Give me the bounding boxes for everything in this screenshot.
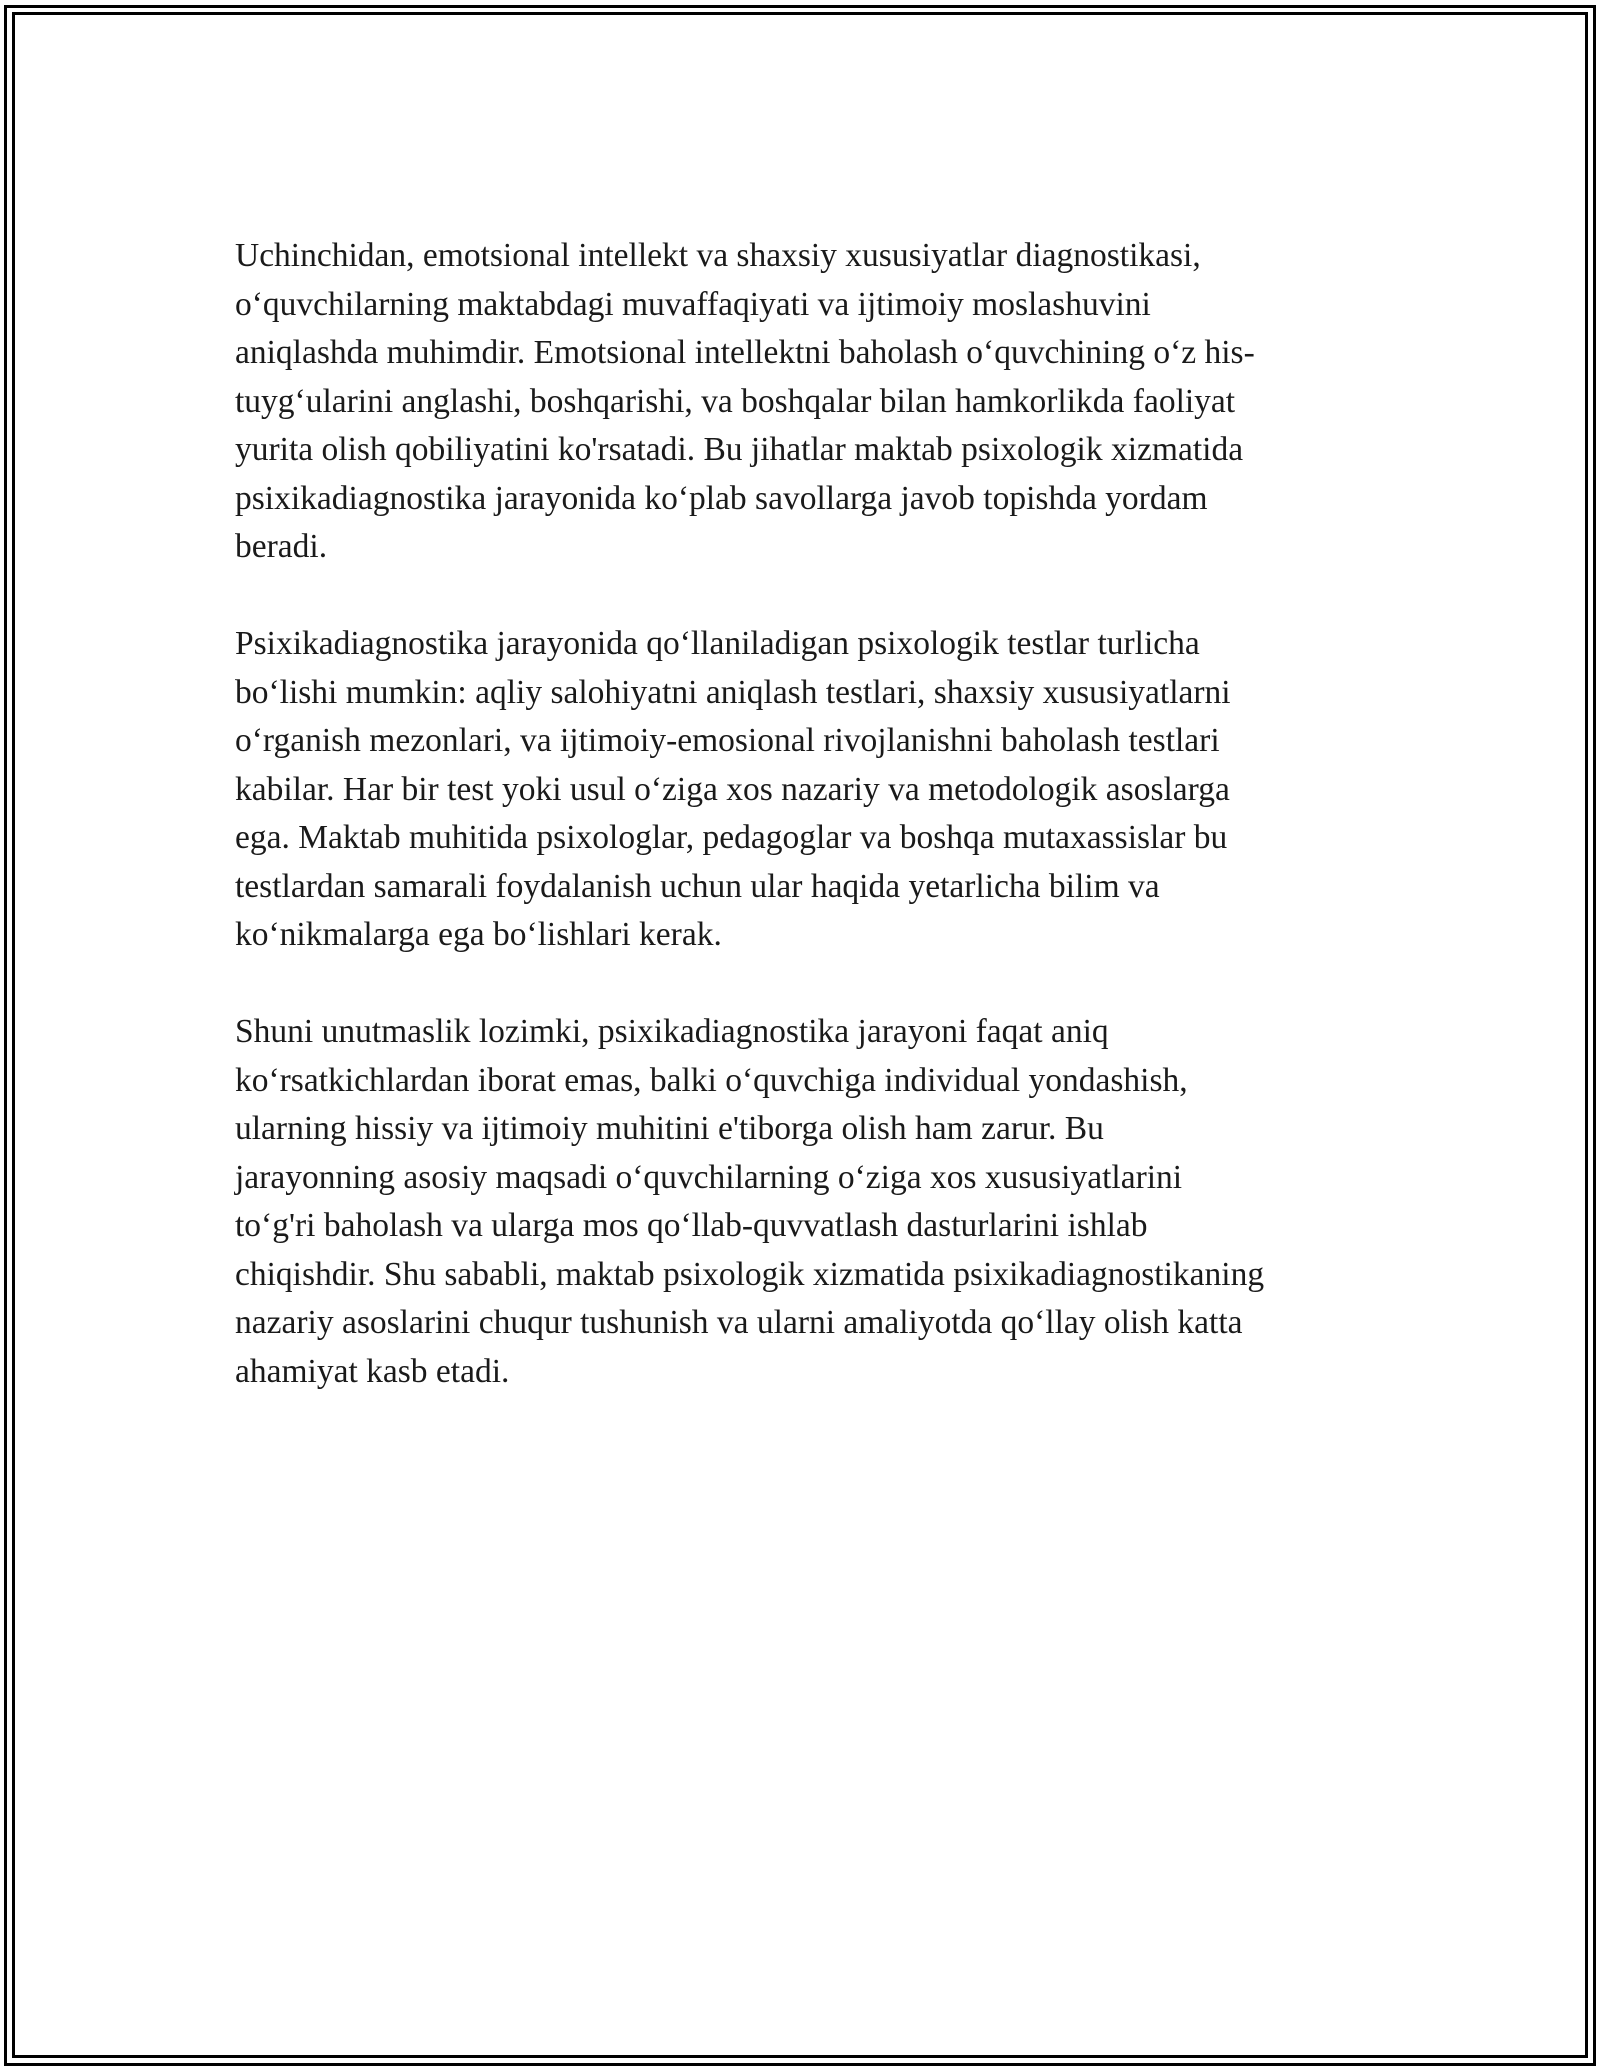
- text-line: o‘quvchilarning maktabdagi muvaffaqiyati va ijtimoiy moslashuvini: [235, 285, 1151, 323]
- paragraph-3: [235, 1008, 1385, 1396]
- text-line: ega. Maktab muhitida psixologlar, pedagoglar va boshqa mutaxassislar bu: [235, 819, 1228, 856]
- text-line: Shuni unutmaslik lozimki, psixikadiagnostika jarayoni faqat aniq: [235, 1013, 1109, 1050]
- paragraph-1: [235, 232, 1385, 572]
- text-line: testlardan samarali foydalanish uchun ular haqida yetarlicha bilim va: [235, 867, 1160, 905]
- text-line: yurita olish qobiliyatini ko'rsatadi. Bu jihatlar maktab psixologik xizmatida: [235, 431, 1244, 468]
- text-line: ko‘nikmalarga ega bo‘lishlari kerak.: [235, 916, 722, 953]
- text-line: tuyg‘ularini anglashi, boshqarishi, va boshqalar bilan hamkorlikda faoliyat: [235, 382, 1236, 420]
- text-line: nazariy asoslarini chuqur tushunish va ularni amaliyotda qo‘llay olish katta: [235, 1304, 1243, 1341]
- text-line: jarayonning asosiy maqsadi o‘quvchilarning o‘ziga xos xususiyatlarini: [235, 1158, 1183, 1196]
- text-line: ko‘rsatkichlardan iborat emas, balki o‘quvchiga individual yondashish,: [235, 1061, 1188, 1099]
- text-line: to‘g'ri baholash va ularga mos qo‘llab-quvvatlash dasturlarini ishlab: [235, 1207, 1148, 1244]
- text-line: Psixikadiagnostika jarayonida qo‘llaniladigan psixologik testlar turlicha: [235, 625, 1200, 662]
- document-body: [235, 232, 1385, 1445]
- text-line: psixikadiagnostika jarayonida ko‘plab savollarga javob topishda yordam: [235, 479, 1208, 517]
- text-line: bo‘lishi mumkin: aqliy salohiyatni aniqlash testlari, shaxsiy xususiyatlarni: [235, 673, 1231, 711]
- paragraph-2: [235, 620, 1385, 960]
- text-line: ularning hissiy va ijtimoiy muhitini e'tiborga olish ham zarur. Bu: [235, 1110, 1104, 1147]
- text-line: o‘rganish mezonlari, va ijtimoiy-emosional rivojlanishni baholash testlari: [235, 722, 1220, 759]
- text-line: ahamiyat kasb etadi.: [235, 1352, 510, 1390]
- text-line: Uchinchidan, emotsional intellekt va shaxsiy xususiyatlar diagnostikasi,: [235, 237, 1201, 274]
- text-line: beradi.: [235, 528, 328, 565]
- text-line: aniqlashda muhimdir. Emotsional intellektni baholash o‘quvchining o‘z his-: [235, 334, 1255, 371]
- text-line: chiqishdir. Shu sababli, maktab psixologik xizmatida psixikadiagnostikaning: [235, 1255, 1265, 1293]
- text-line: kabilar. Har bir test yoki usul o‘ziga xos nazariy va metodologik asoslarga: [235, 770, 1230, 808]
